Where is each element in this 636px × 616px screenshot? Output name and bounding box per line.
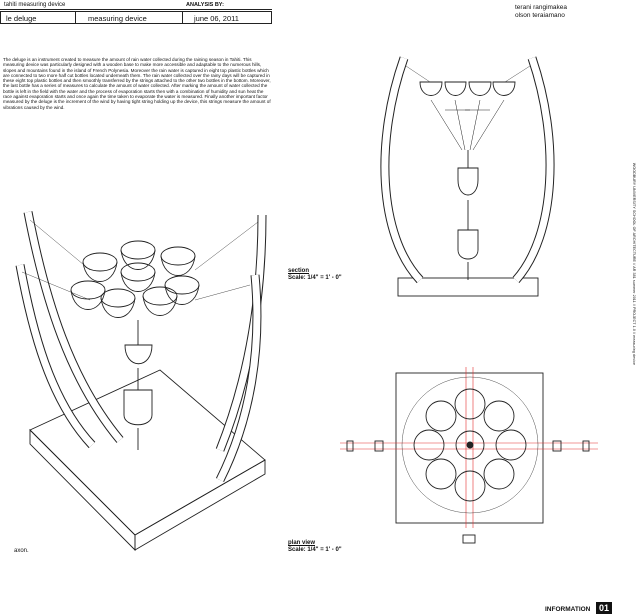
plan-caption <box>288 540 342 554</box>
section-title: section <box>288 268 310 274</box>
section-scale: Scale: 1/4" = 1' - 0" <box>288 275 342 281</box>
author-1: terani rangimakea <box>515 4 568 11</box>
page-date: june 06, 2011 <box>194 14 239 23</box>
analysis-by-label: ANALYSIS BY: <box>186 2 224 8</box>
page-subtitle: measuring device <box>88 14 147 23</box>
plan-drawing <box>340 367 598 543</box>
description-text: The deluge is an instrument created to measure the amount of rain water collected during the raining season in Tahiti. This measuring device was particularly designed with a wooden base to make more accessible and adaptable to the numerous hills, slopes and mountains found in the island of French Polynesia. Moreover the rain water is captured in eight top plastic bottles which are connected to two more half cut bottles located underneath them. The rain water collected over the rainy days will be captured in these eight top plastic bottles and then smoothly transferred by the strings attached to the other two bottles in the bottom. Moreover, the last bottle has a series of measures to calculate the amount of water collected. After marking the amount of water collected the bottle is left in the field with the water and the process of evaporation starts then with a combination of humidity and sun heat the race against evaporation starts and once again the time taken to evaporate the water is measured. Finally another important factor measured by the deluge is the increment of the wind by having tight string holding up the device, this strings measure the amount of vibrations caused by the wind. <box>3 57 271 110</box>
axon-caption: axon. <box>14 548 29 554</box>
author-2: olson teraiamano <box>515 12 565 19</box>
vertical-credit: WOODBURY UNIVERSITY SCHOOL OF ARCHITECTURE // AR 381 summer 2011 // PROJECT 1.0 // measuring device <box>631 162 636 366</box>
page-title: le deluge <box>6 14 37 23</box>
plan-scale: Scale: 1/4" = 1' - 0" <box>288 547 342 553</box>
section-caption <box>288 268 342 282</box>
plan-title: plan view <box>288 540 316 546</box>
axon-drawing <box>20 212 265 550</box>
section-drawing <box>385 58 550 296</box>
footer-page-number: 01 <box>596 602 612 614</box>
footer-label: INFORMATION <box>545 606 591 613</box>
project-name: tahiti measuring device <box>4 2 66 8</box>
